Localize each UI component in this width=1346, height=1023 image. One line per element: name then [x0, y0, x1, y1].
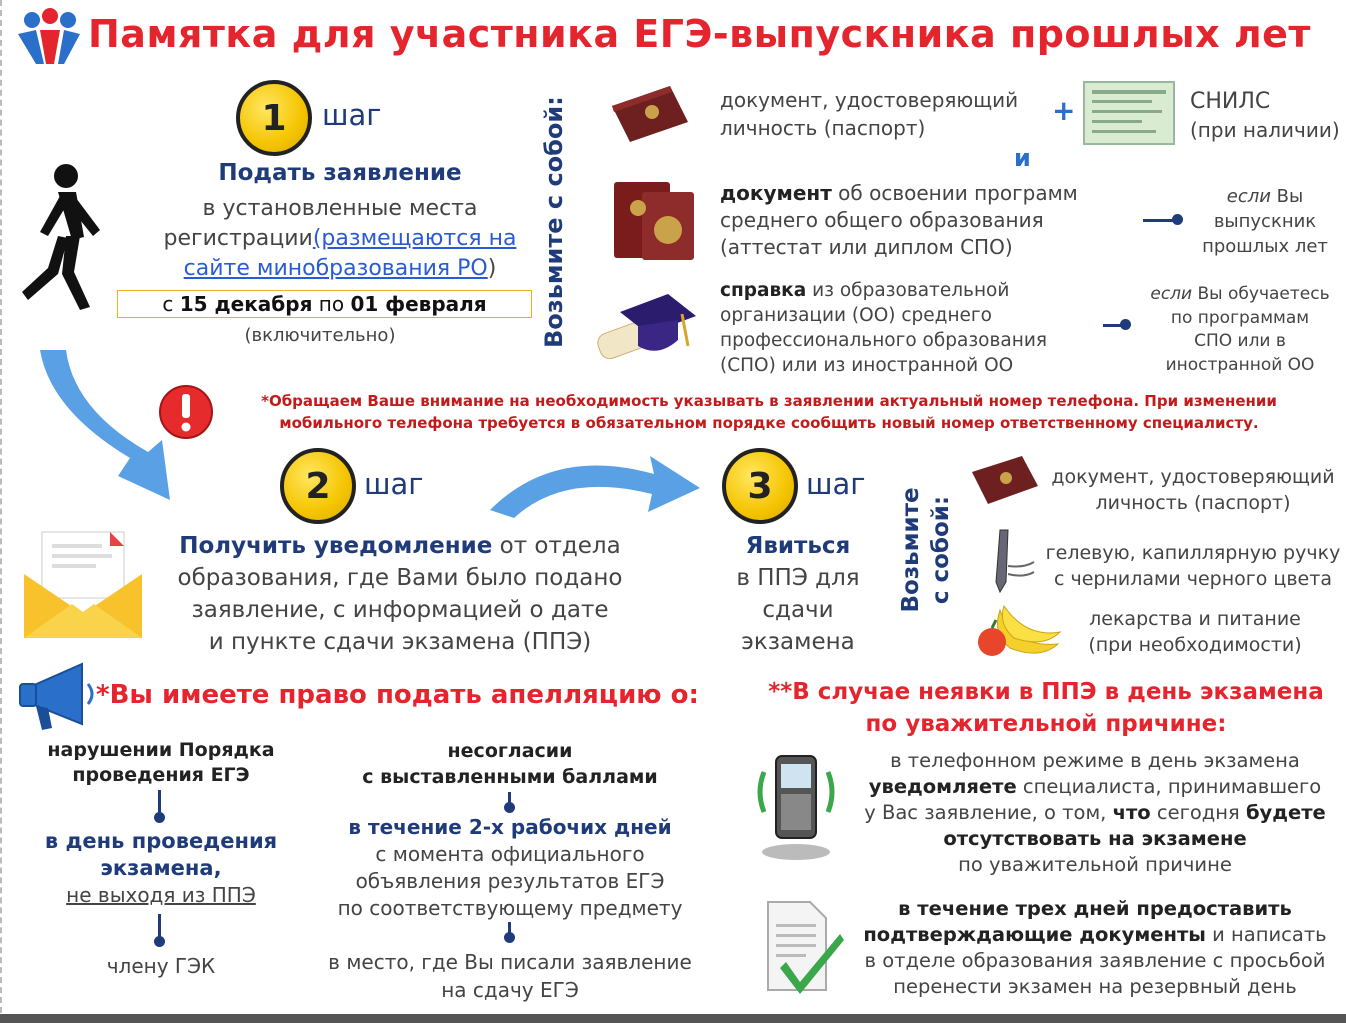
fruit-icon: [974, 598, 1064, 660]
p2-line3: в отделе образования заявление с просьбой: [864, 949, 1326, 972]
if1-line2: выпускник: [1213, 211, 1317, 232]
megaphone-icon: [12, 662, 102, 734]
bring2-item3-line2: (при необходимости): [1088, 634, 1302, 656]
if2-line3: СПО или в: [1194, 331, 1286, 351]
diploma-icon: [608, 178, 698, 264]
page-title: Памятка для участника ЕГЭ-выпускника прошлых лет: [88, 12, 1311, 56]
passport-icon: [604, 84, 694, 146]
bring2-item3: [1060, 606, 1330, 658]
arrow-dot-if2: [1120, 319, 1131, 330]
if1-rest: Вы: [1270, 186, 1304, 207]
bring2-item3-line1: лекарства и питание: [1089, 608, 1301, 630]
arrow-dot-if1: [1172, 214, 1183, 225]
if2-line4: иностранной ОО: [1165, 354, 1315, 375]
bring2-label-1: Возьмите: [898, 487, 924, 613]
appeal-col2: [300, 738, 720, 790]
bring2-item2-line1: гелевую, капиллярную ручку: [1045, 542, 1341, 564]
step2-rest1: от отдела: [492, 533, 621, 559]
step2-line1: [145, 530, 655, 562]
cert-text: [720, 278, 1047, 378]
col1-dot-1: [154, 812, 165, 823]
edu-line1: [720, 180, 1078, 207]
step3-line4: экзамена: [741, 629, 855, 655]
col2-dot-2: [504, 932, 515, 943]
notice-line1: *Обращаем Ваше внимание на необходимость указывать в заявлении актуальный номер телефона. При изменении: [261, 392, 1277, 410]
if1-em: если: [1226, 186, 1271, 207]
step1-date-note: (включительно): [244, 325, 396, 346]
edu-line2: среднего общего образования: [720, 208, 1044, 232]
date-from: 15 декабря: [179, 292, 313, 316]
edu-line3: (аттестат или диплом СПО): [720, 235, 1013, 259]
snils-card-icon: [1082, 80, 1176, 146]
col1-when: [30, 828, 292, 882]
if2-rest: Вы обучаетесь: [1192, 284, 1330, 304]
absence-heading: [748, 676, 1344, 740]
bring2-item1: [1040, 464, 1346, 516]
col1-when1: в день проведения: [44, 829, 278, 853]
p1-r1: специалиста, принимавшего: [1016, 775, 1322, 798]
minobr-link-2[interactable]: сайте минобразования РО: [183, 256, 488, 281]
col2-line3: объявления результатов ЕГЭ: [355, 869, 665, 893]
col1-dot-2: [154, 936, 165, 947]
step1-link-close: ): [487, 256, 497, 281]
col2-when: в течение 2-х рабочих дней: [348, 815, 672, 839]
snils-line2: (при наличии): [1190, 118, 1340, 142]
bring2-item1-line1: документ, удостоверяющий: [1051, 466, 1335, 488]
pen-icon: [978, 526, 1038, 596]
cert-line1: [720, 278, 1047, 303]
snils-text: [1190, 88, 1340, 144]
step3-line3: сдачи: [762, 597, 834, 623]
if2-line2: по программам: [1170, 307, 1310, 328]
col1-h2: проведения ЕГЭ: [72, 764, 250, 786]
p2-b2: подтверждающие документы: [863, 923, 1206, 946]
p1-line5: по уважительной причине: [958, 853, 1232, 876]
absence-p2: [846, 896, 1344, 1000]
p1-line4: отсутствовать на экзамене: [943, 827, 1247, 850]
p2-line4: перенести экзамен на резервный день: [893, 975, 1297, 998]
cert-rest: из образовательной: [806, 280, 1010, 301]
notice-line2: мобильного телефона требуется в обязательном порядке сообщить новый номер ответственному специалисту.: [279, 414, 1259, 432]
step1-heading: Подать заявление: [218, 160, 462, 186]
col2-when-block: [300, 814, 720, 922]
bring1-label: Возьмите с собой:: [540, 96, 568, 348]
if2-em: если: [1150, 284, 1193, 304]
p2-line2: [846, 922, 1344, 948]
col2-to1: в место, где Вы писали заявление: [328, 950, 692, 974]
graduation-cap-icon: [592, 284, 702, 368]
date-to: 01 февраля: [350, 292, 487, 316]
step1-text2: регистрации: [163, 226, 313, 251]
passport-icon-2: [966, 454, 1042, 508]
passport-text: [720, 86, 1018, 142]
bring2-item2: [1040, 540, 1346, 592]
cert-line2: организации (ОО) среднего: [720, 305, 992, 326]
p1-b3: будете: [1245, 801, 1326, 824]
col2-to2: на сдачу ЕГЭ: [441, 978, 579, 1002]
step3-number: 3: [722, 448, 798, 524]
snils-line1: СНИЛС: [1190, 89, 1271, 114]
col1-to: члену ГЭК: [106, 954, 216, 978]
step3-word: шаг: [806, 467, 866, 501]
step2-heading: Получить уведомление: [179, 533, 493, 559]
step2-word: шаг: [364, 467, 424, 501]
if1-line1: [1190, 184, 1340, 209]
col2-to-block: [300, 948, 720, 1004]
bring2-item1-line2: личность (паспорт): [1095, 492, 1291, 514]
p2-r1: и написать: [1205, 923, 1327, 946]
step2-text: [145, 530, 655, 658]
edu-doc-text: [720, 180, 1078, 261]
step1-text: [110, 194, 570, 284]
p2-line1: в течение трех дней предоставить: [898, 897, 1292, 920]
step1-word: шаг: [322, 98, 382, 132]
date-mid: по: [312, 292, 351, 316]
bring2-item2-line2: с чернилами черного цвета: [1054, 568, 1332, 590]
notice-text: [214, 390, 1324, 434]
bottom-bar: [0, 1014, 1346, 1023]
p1-line2: [846, 774, 1344, 800]
and-word: и: [1014, 144, 1031, 172]
cert-line4: (СПО) или из иностранной ОО: [720, 355, 1014, 376]
if2-line1: [1136, 283, 1344, 307]
edu-bold: документ: [720, 181, 832, 205]
step3-text: [708, 530, 888, 658]
logo-icon: [14, 8, 84, 66]
step2-line3: заявление, с информацией о дате: [191, 597, 609, 623]
passport-text-line1: документ, удостоверяющий: [720, 88, 1019, 112]
col2-h1: несогласии: [447, 740, 573, 762]
cert-line3: профессионального образования: [720, 330, 1047, 351]
if1-line3: прошлых лет: [1202, 236, 1328, 257]
p1-b1: уведомляете: [868, 775, 1017, 798]
col1-h1: нарушении Порядка: [47, 739, 275, 761]
if1-text: [1190, 184, 1340, 259]
step1-text-line3: [110, 254, 570, 284]
p1-r2: у Вас заявление, о том,: [864, 801, 1113, 824]
cert-bold: справка: [720, 280, 807, 301]
p1-b2: что: [1112, 801, 1151, 824]
p1-r3: сегодня: [1150, 801, 1246, 824]
if2-text: [1136, 283, 1344, 377]
col2-dot-1: [504, 802, 515, 813]
edu-rest: об освоении программ: [831, 181, 1078, 205]
step1-text-line2: [110, 224, 570, 254]
absence-p1: [846, 748, 1344, 878]
appeal-heading: *Вы имеете право подать апелляцию о:: [96, 680, 699, 710]
step2-number: 2: [280, 448, 356, 524]
bring2-label-2: с собой:: [928, 495, 954, 605]
step2-line4: и пункте сдачи экзамена (ППЭ): [208, 629, 592, 655]
passport-text-line2: личность (паспорт): [720, 116, 926, 140]
step3-heading: Явиться: [745, 533, 851, 559]
date-pre: с: [162, 292, 180, 316]
step2-line2: образования, где Вами было подано: [177, 565, 623, 591]
p1-line1: в телефонном режиме в день экзамена: [890, 749, 1300, 772]
absence-heading1: **В случае неявки в ППЭ в день экзамена: [768, 679, 1324, 705]
col1-when2: экзамена,: [100, 856, 222, 880]
minobr-link[interactable]: (размещаются на: [312, 226, 517, 251]
step1-date-box: [117, 290, 532, 318]
col2-line4: по соответствующему предмету: [337, 896, 683, 920]
step1-text-line1: в установленные места: [202, 196, 478, 221]
phone-icon: [750, 752, 842, 864]
document-check-icon: [760, 898, 846, 998]
appeal-col1: [30, 738, 292, 788]
col2-line2: с момента официального: [375, 842, 645, 866]
arrow-to-if1: [1143, 219, 1175, 222]
col1-where: не выходя из ППЭ: [66, 883, 256, 907]
plus-sign: +: [1052, 94, 1076, 127]
envelope-icon: [20, 526, 146, 642]
warning-icon: [158, 384, 214, 440]
step1-number: 1: [236, 80, 312, 156]
absence-heading2: по уважительной причине:: [865, 711, 1227, 737]
step3-line2: в ППЭ для: [736, 565, 860, 591]
curved-arrow-icon-2: [484, 440, 704, 524]
walking-person-icon: [14, 162, 110, 312]
p1-line3: [846, 800, 1344, 826]
col2-h2: с выставленными баллами: [362, 766, 658, 788]
